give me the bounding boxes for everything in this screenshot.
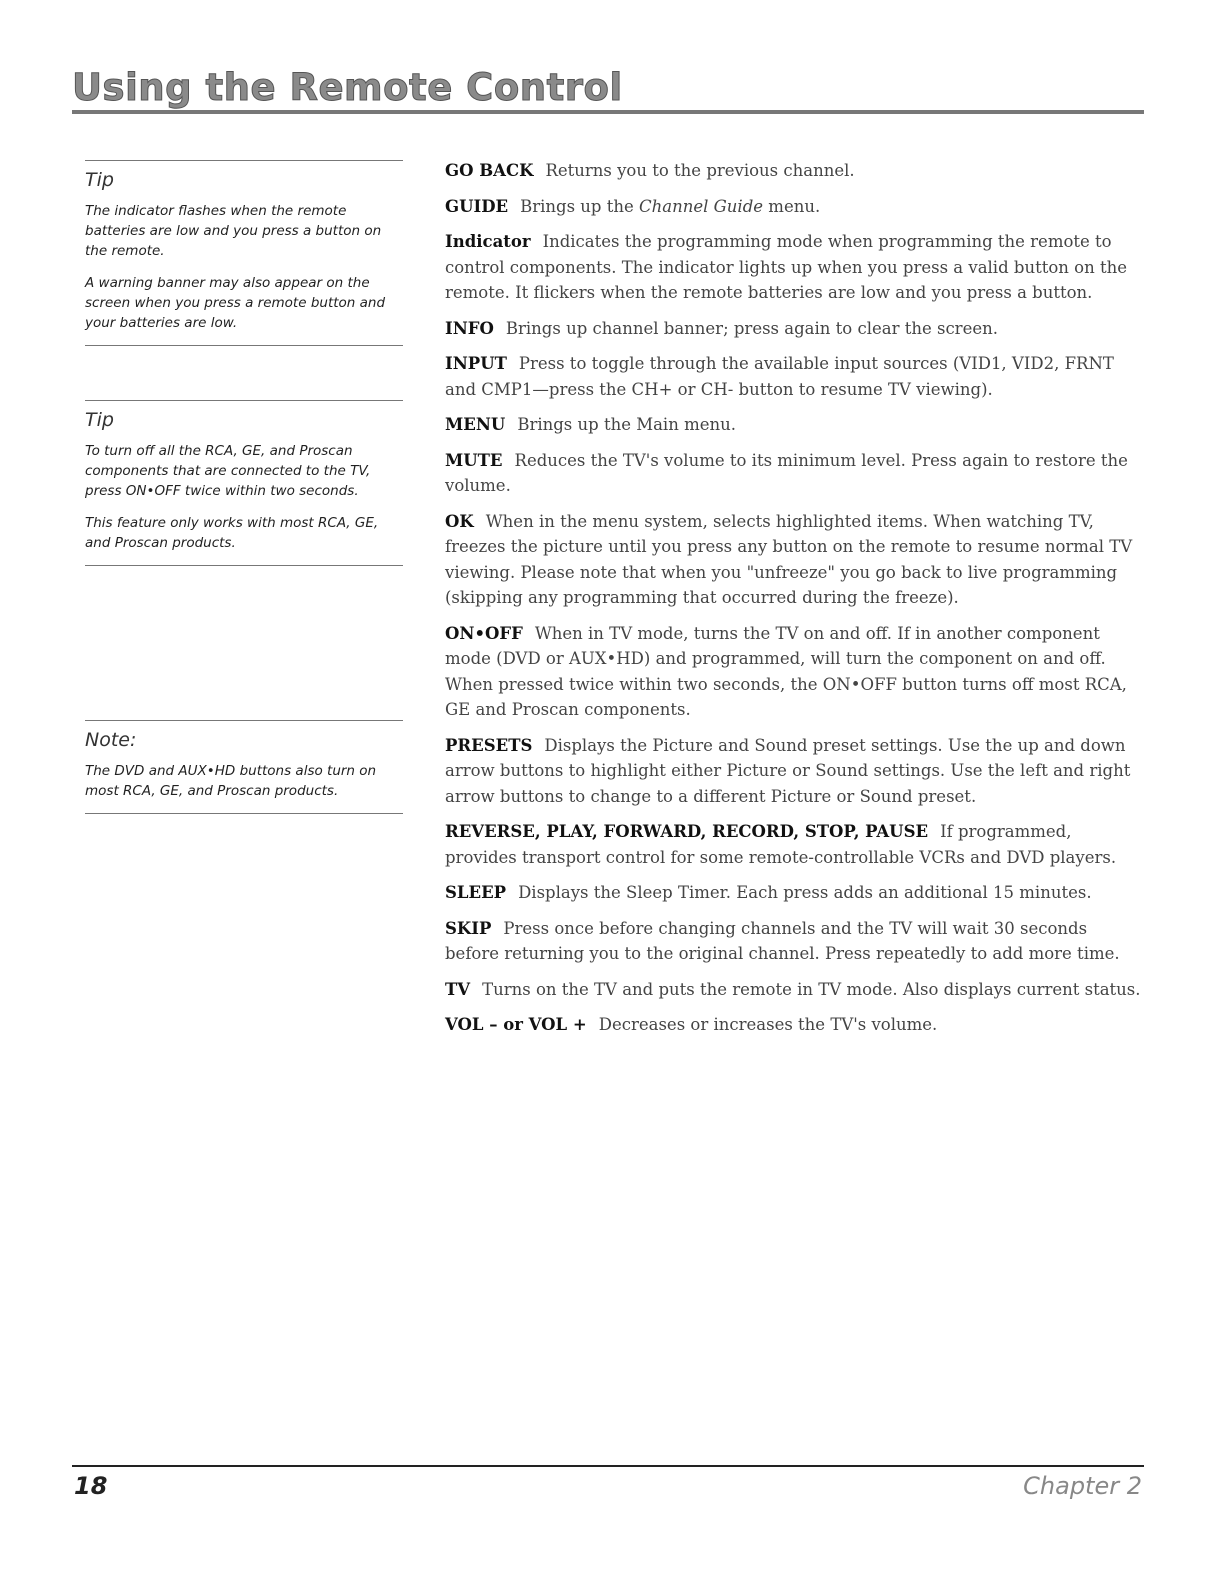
term: MENU xyxy=(445,415,506,434)
description: Decreases or increases the TV's volume. xyxy=(598,1015,938,1034)
description: Brings up the xyxy=(520,196,639,216)
tip-text: The indicator flashes when the remote batteries are low and you press a button on the remote. xyxy=(85,203,382,259)
entry-tv xyxy=(445,977,1145,1003)
page-number: 18 xyxy=(74,1472,108,1500)
note-text: The DVD and AUX•HD buttons also turn on most RCA, GE, and Proscan products. xyxy=(85,763,377,799)
note-heading: Note: xyxy=(85,729,137,751)
term: SKIP xyxy=(445,918,492,938)
tip-box xyxy=(85,400,403,566)
divider xyxy=(85,565,403,566)
divider xyxy=(85,813,403,814)
description: Returns you to the previous channel. xyxy=(545,161,855,180)
entry-presets xyxy=(445,733,1145,810)
description: If programmed, provides transport control for some remote-controllable VCRs and DVD players. xyxy=(445,822,1117,867)
divider xyxy=(85,720,403,721)
title-divider xyxy=(72,110,1144,114)
tip-box xyxy=(85,160,403,346)
term: VOL – or VOL + xyxy=(445,1015,587,1034)
footer-divider xyxy=(72,1465,1144,1467)
entry-ok xyxy=(445,509,1145,611)
entry-volume xyxy=(445,1012,1145,1038)
tip-text: This feature only works with most RCA, GE, and Proscan products. xyxy=(85,515,379,551)
description: Displays the Sleep Timer. Each press adds an additional 15 minutes. xyxy=(518,883,1092,902)
term: TV xyxy=(445,979,471,999)
description: Press once before changing channels and the TV will wait 30 seconds before returning you to the original channel. Press repeatedly to add more time. xyxy=(445,918,1120,963)
description: Turns on the TV and puts the remote in TV mode. Also displays current status. xyxy=(482,979,1141,999)
term: MUTE xyxy=(445,450,503,470)
entry-input xyxy=(445,351,1145,402)
entry-mute xyxy=(445,448,1145,499)
entry-transport xyxy=(445,819,1145,870)
term: ON•OFF xyxy=(445,623,523,643)
entry-skip xyxy=(445,916,1145,967)
term: REVERSE, PLAY, FORWARD, RECORD, STOP, PAUSE xyxy=(445,822,929,841)
term: OK xyxy=(445,511,474,531)
divider xyxy=(85,400,403,401)
entry-menu xyxy=(445,412,1145,438)
tip-text: A warning banner may also appear on the screen when you press a remote button and your batteries are low. xyxy=(85,275,386,331)
description: Displays the Picture and Sound preset settings. Use the up and down arrow buttons to highlight either Picture or Sound settings. Use the left and right arrow buttons to change to a different Picture or Sound preset. xyxy=(445,735,1131,806)
chapter-label: Chapter 2 xyxy=(1023,1472,1142,1500)
entry-info xyxy=(445,316,1145,342)
tip-heading: Tip xyxy=(85,169,114,191)
entry-on-off xyxy=(445,621,1145,723)
divider xyxy=(85,160,403,161)
description: Press to toggle through the available input sources (VID1, VID2, FRNT and CMP1—press the CH+ or CH- button to resume TV viewing). xyxy=(445,354,1114,399)
term: INFO xyxy=(445,318,494,338)
description: menu. xyxy=(763,196,821,216)
note-box xyxy=(85,720,403,814)
term: GUIDE xyxy=(445,196,509,216)
tip-heading: Tip xyxy=(85,409,114,431)
page-title: Using the Remote Control xyxy=(72,66,623,109)
term: INPUT xyxy=(445,354,507,373)
description-italic: Channel Guide xyxy=(639,196,764,216)
term: PRESETS xyxy=(445,735,533,755)
term: GO BACK xyxy=(445,161,534,180)
description: Brings up the Main menu. xyxy=(517,415,736,434)
term: Indicator xyxy=(445,232,531,251)
entry-sleep xyxy=(445,880,1145,906)
description: When in the menu system, selects highlighted items. When watching TV, freezes the picture until you press any button on the remote to resume normal TV viewing. Please note that when you "unfreeze" you go back to live programming (skipping any programming that occurred during the freeze). xyxy=(445,511,1133,607)
description: Brings up channel banner; press again to clear the screen. xyxy=(505,318,998,338)
description: When in TV mode, turns the TV on and off. If in another component mode (DVD or AUX•HD) and programmed, will turn the component on and off. When pressed twice within two seconds, the ON•OFF button turns off most RCA, GE and Proscan components. xyxy=(445,623,1127,719)
entry-guide xyxy=(445,194,1145,220)
divider xyxy=(85,345,403,346)
term: SLEEP xyxy=(445,883,507,902)
tip-text: To turn off all the RCA, GE, and Proscan components that are connected to the TV, press ON•OFF twice within two seconds. xyxy=(85,443,371,499)
entry-go-back xyxy=(445,158,1145,184)
description: Reduces the TV's volume to its minimum level. Press again to restore the volume. xyxy=(445,450,1128,495)
description: Indicates the programming mode when programming the remote to control components. The indicator lights up when you press a valid button on the remote. It flickers when the remote batteries are low and you press a button. xyxy=(445,232,1127,302)
button-descriptions xyxy=(445,158,1145,1048)
entry-indicator xyxy=(445,229,1145,306)
